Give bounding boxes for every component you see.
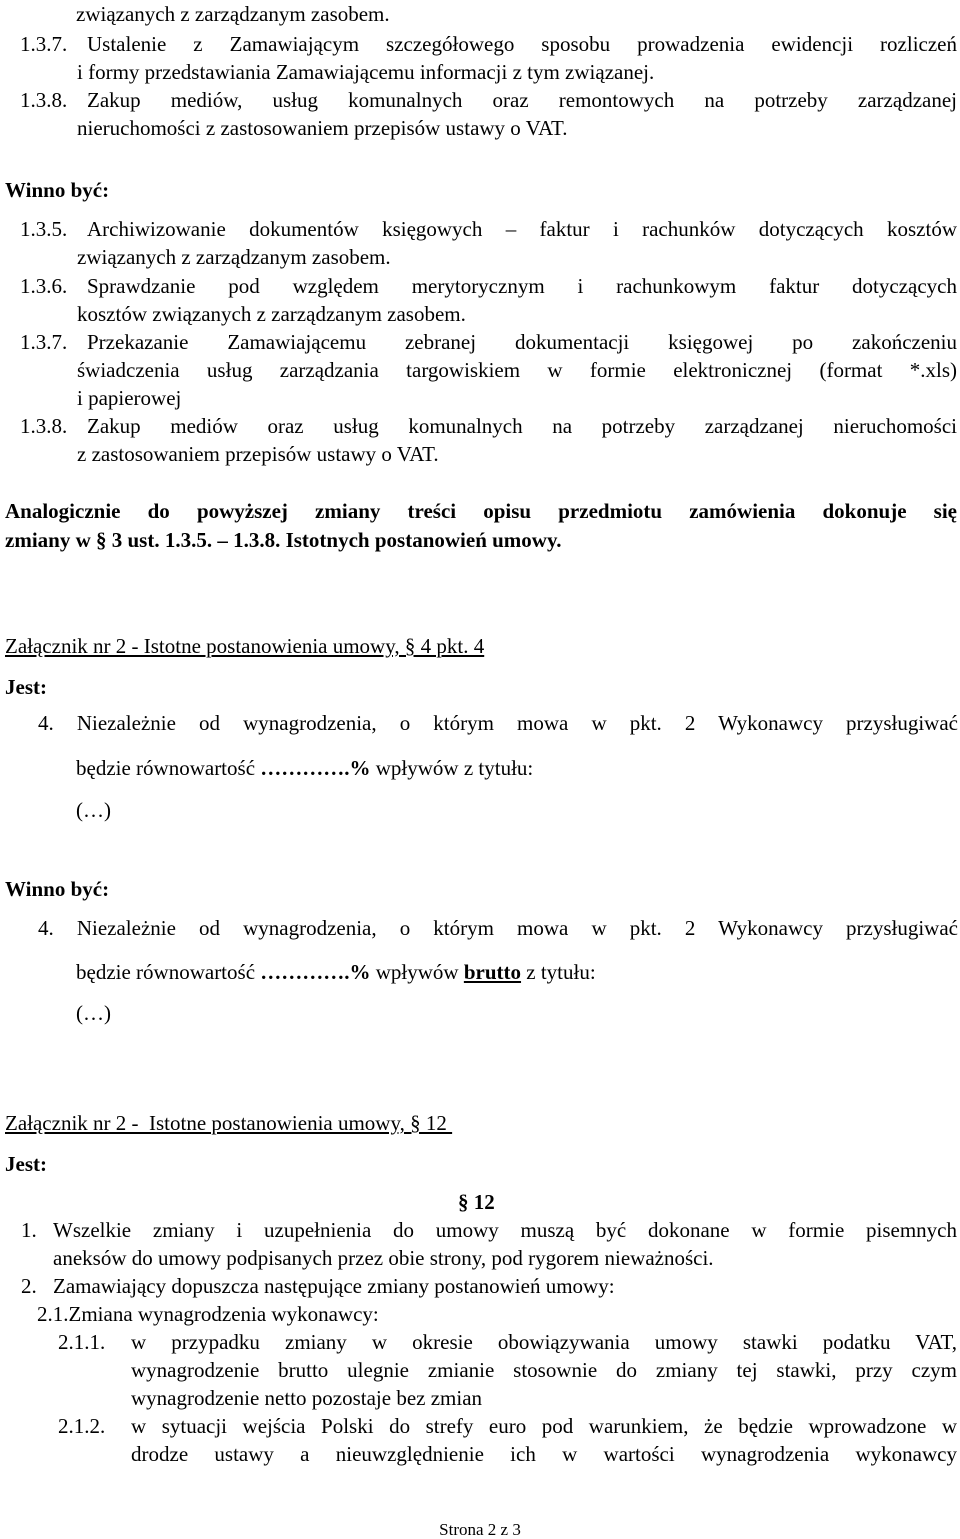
section-heading: Winno być: — [5, 877, 110, 901]
section-heading: Winno być: — [5, 178, 110, 202]
text-line: aneksów do umowy podpisanych przez obie strony, pod rygorem nieważności. — [53, 1246, 714, 1270]
text-line: Sprawdzanie pod względem merytorycznym i rachunkowym faktur dotyczących — [87, 274, 957, 298]
item-number: 1. — [21, 1218, 37, 1242]
text-line: będzie równowartość ………….% wpływów z tytułu: — [76, 756, 534, 780]
subsection-heading: 2.1.Zmiana wynagrodzenia wykonawcy: — [37, 1302, 379, 1326]
text-line: nieruchomości z zastosowaniem przepisów ustawy o VAT. — [77, 116, 568, 140]
ellipsis-line: (…) — [76, 798, 111, 822]
text-line: Zakup mediów, usług komunalnych oraz remontowych na potrzeby zarządzanej — [87, 88, 957, 112]
item-number: 1.3.6. — [20, 274, 68, 298]
text-line: i formy przedstawiania Zamawiającemu informacji z tym związanej. — [77, 60, 655, 84]
text-line: Przekazanie Zamawiającemu zebranej dokumentacji księgowej po zakończeniu — [87, 330, 957, 354]
text-line: 4. Niezależnie od wynagrodzenia, o którym mowa w pkt. 2 Wykonawcy przysługiwać — [38, 711, 958, 735]
text-line: i papierowej — [77, 386, 182, 410]
item-number: 1.3.7. — [20, 32, 68, 56]
section-heading: Jest: — [5, 1152, 47, 1176]
item-number: 2.1.1. — [58, 1330, 106, 1354]
text-line: Zamawiający dopuszcza następujące zmiany postanowień umowy: — [53, 1274, 615, 1298]
text-line: świadczenia usług zarządzania targowiskiem w formie elektronicznej (format *.xls) — [77, 358, 957, 382]
item-number: 1.3.5. — [20, 217, 68, 241]
attachment-heading: Załącznik nr 2 - Istotne postanowienia umowy, § 4 pkt. 4 — [5, 634, 485, 658]
bold-paragraph-line: Analogicznie do powyższej zmiany treści opisu przedmiotu zamówienia dokonuje się — [5, 499, 957, 523]
text-line: 4. Niezależnie od wynagrodzenia, o którym mowa w pkt. 2 Wykonawcy przysługiwać — [38, 916, 958, 940]
item-number: 1.3.8. — [20, 414, 68, 438]
text-line: Archiwizowanie dokumentów księgowych – faktur i rachunków dotyczących kosztów — [87, 217, 957, 241]
text-line: w sytuacji wejścia Polski do strefy euro pod warunkiem, że będzie wprowadzone w — [131, 1414, 957, 1438]
text-line: będzie równowartość ………….% wpływów brutto z tytułu: — [76, 960, 596, 984]
text-line: Zakup mediów oraz usług komunalnych na potrzeby zarządzanej nieruchomości — [87, 414, 957, 438]
text-line: wynagrodzenie netto pozostaje bez zmian — [131, 1386, 483, 1410]
item-number: 1.3.8. — [20, 88, 68, 112]
bold-paragraph-line: zmiany w § 3 ust. 1.3.5. – 1.3.8. Istotnych postanowień umowy. — [5, 528, 562, 552]
ellipsis-line: (…) — [76, 1001, 111, 1025]
text-line: w przypadku zmiany w okresie obowiązywania umowy stawki podatku VAT, — [131, 1330, 957, 1354]
item-number: 2. — [21, 1274, 37, 1298]
text-line: z zastosowaniem przepisów ustawy o VAT. — [77, 442, 439, 466]
text-line: Ustalenie z Zamawiającym szczegółowego sposobu prowadzenia ewidencji rozliczeń — [87, 32, 957, 56]
text-line: związanych z zarządzanym zasobem. — [77, 245, 391, 269]
text-line: wynagrodzenie brutto ulegnie zmianie stosownie do zmiany tej stawki, przy czym — [131, 1358, 957, 1382]
attachment-heading: Załącznik nr 2 - Istotne postanowienia umowy, § 12 — [5, 1111, 453, 1135]
paragraph-section-number: § 12 — [458, 1190, 495, 1214]
page-footer: Strona 2 z 3 — [439, 1520, 521, 1539]
text-line: kosztów związanych z zarządzanym zasobem. — [77, 302, 466, 326]
section-heading: Jest: — [5, 675, 47, 699]
text-line: związanych z zarządzanym zasobem. — [76, 2, 390, 26]
text-line: Wszelkie zmiany i uzupełnienia do umowy muszą być dokonane w formie pisemnych — [53, 1218, 957, 1242]
item-number: 2.1.2. — [58, 1414, 106, 1438]
item-number: 1.3.7. — [20, 330, 68, 354]
text-line: drodze ustawy a nieuwzględnienie ich w wartości wynagrodzenia wykonawcy — [131, 1442, 957, 1466]
